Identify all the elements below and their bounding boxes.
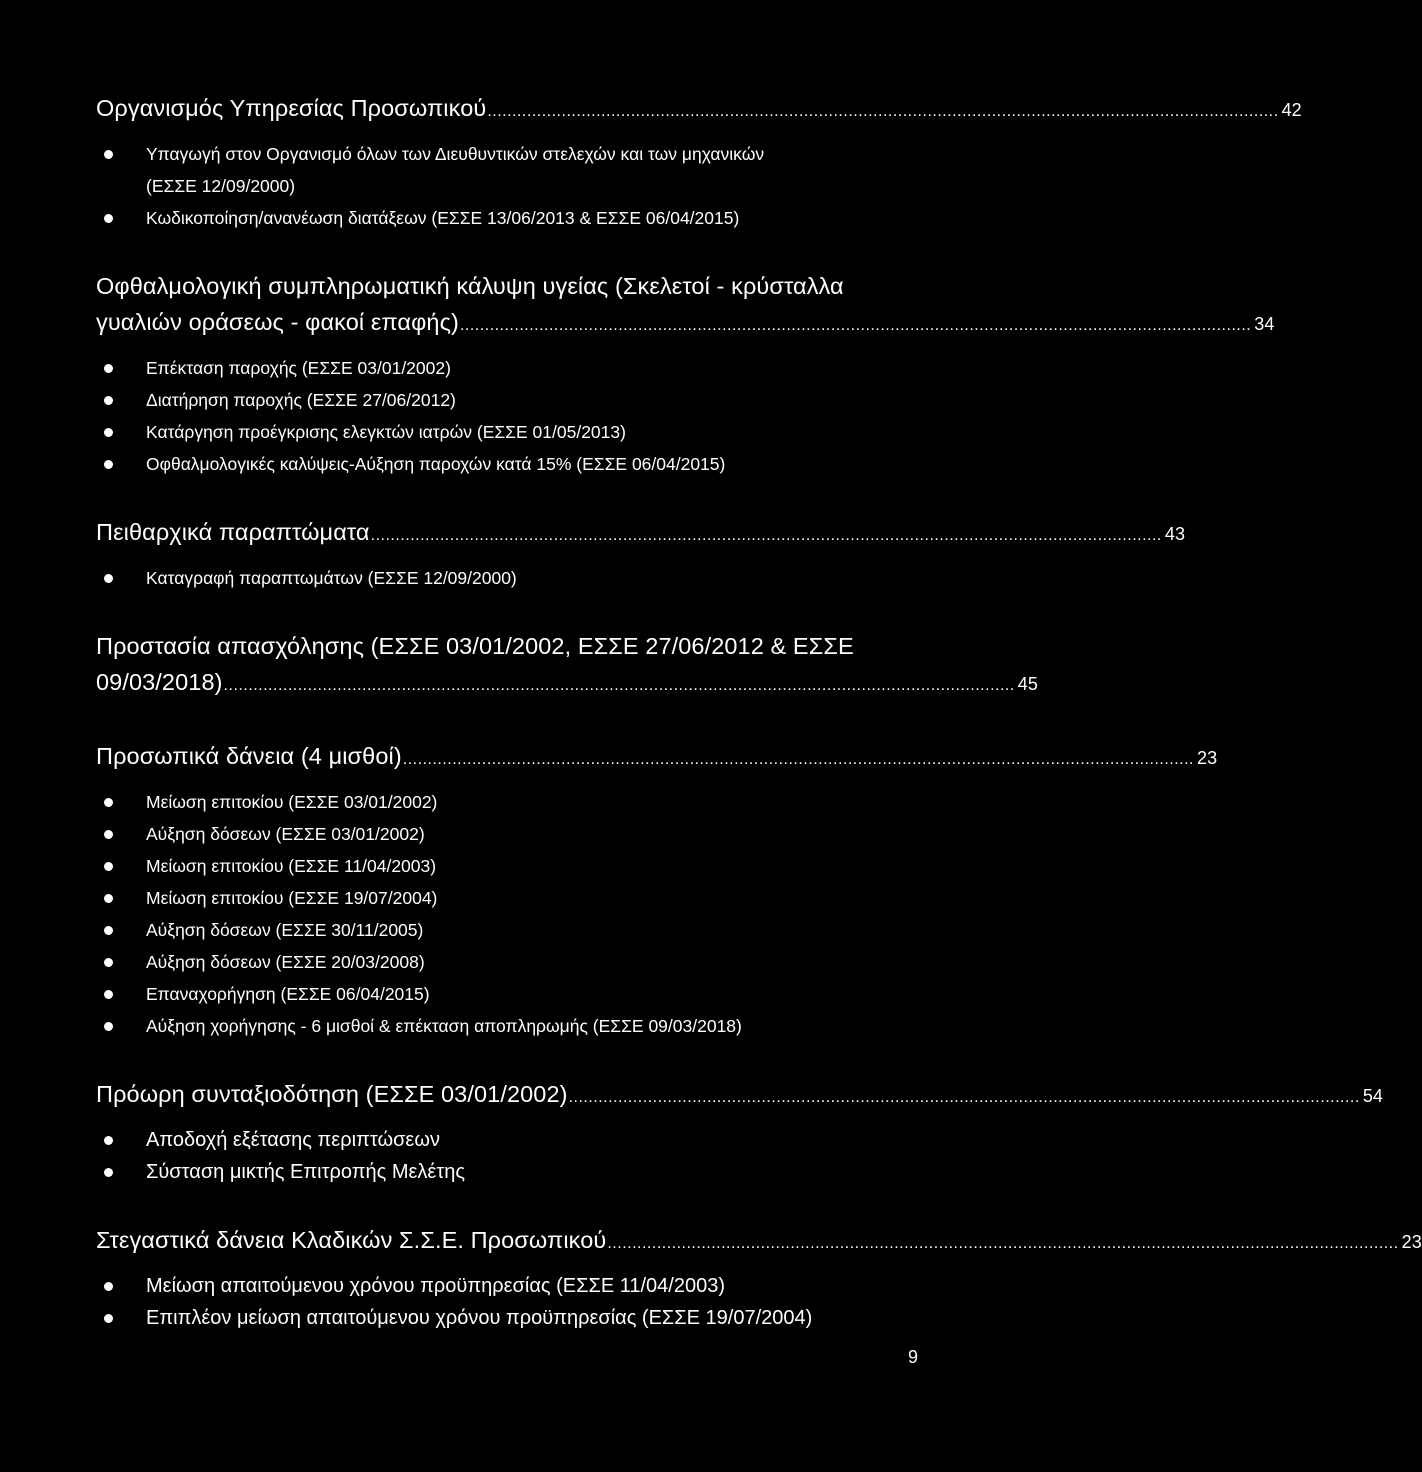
bullet-icon — [104, 958, 113, 967]
list-item — [96, 1270, 928, 1302]
heading-line[interactable] — [96, 304, 1275, 344]
list-item-text: Αύξηση δόσεων (ΕΣΣΕ 20/03/2008) — [146, 952, 425, 972]
bullet-icon — [104, 574, 113, 583]
bullet-icon — [104, 1136, 113, 1145]
bullet-icon — [104, 364, 113, 373]
list-item-text: Επιπλέον μείωση απαιτούμενου χρόνου προϋπηρεσίας (ΕΣΣΕ 19/07/2004) — [146, 1307, 813, 1329]
bullet-icon — [104, 990, 113, 999]
list-item-continuation — [96, 170, 928, 202]
list-item — [96, 384, 928, 416]
list-item — [96, 202, 928, 234]
heading-line[interactable] — [96, 738, 1218, 778]
list-item-text: Επαναχορήγηση (ΕΣΣΕ 06/04/2015) — [146, 984, 430, 1004]
toc-section — [96, 1222, 1422, 1334]
bullet-icon — [104, 926, 113, 935]
footer-page-number: 9 — [908, 1347, 919, 1367]
list-item — [96, 786, 928, 818]
section-heading — [96, 1222, 1422, 1262]
list-item-text: Κατάργηση προέγκρισης ελεγκτών ιατρών (ΕΣΣΕ 01/05/2013) — [146, 422, 626, 442]
heading-text: γυαλιών οράσεως - φακοί επαφής) — [96, 309, 459, 335]
list-item-text: Καταγραφή παραπτωμάτων (ΕΣΣΕ 12/09/2000) — [146, 568, 517, 588]
bullet-icon — [104, 862, 113, 871]
toc-page — [96, 90, 1422, 1368]
heading-text: Οργανισμός Υπηρεσίας Προσωπικού — [96, 95, 487, 121]
list-item-text: Διατήρηση παροχής (ΕΣΣΕ 27/06/2012) — [146, 390, 456, 410]
list-item — [96, 1010, 928, 1042]
list-item — [96, 914, 928, 946]
dot-leader: ................................................................................................................................................................ — [402, 751, 1194, 768]
list-item — [96, 352, 928, 384]
list-item — [96, 138, 928, 170]
list-item-text: Αύξηση χορήγησης - 6 μισθοί & επέκταση αποπληρωμής (ΕΣΣΕ 09/03/2018) — [146, 1016, 742, 1036]
list-item — [96, 818, 928, 850]
list-item — [96, 562, 928, 594]
bullet-icon — [104, 396, 113, 405]
dot-leader: ................................................................................................................................................................ — [607, 1235, 1399, 1252]
toc-section — [96, 628, 1039, 704]
list-item-text: Υπαγωγή στον Οργανισμό όλων των Διευθυντικών στελεχών και των μηχανικών — [146, 144, 765, 164]
heading-line[interactable] — [96, 90, 1302, 130]
heading-line[interactable] — [96, 664, 1039, 704]
toc-section — [96, 514, 1186, 594]
dot-leader: ................................................................................................................................................................ — [487, 103, 1279, 120]
list-item — [96, 416, 928, 448]
page-number: 45 — [1017, 674, 1039, 694]
dot-leader: ................................................................................................................................................................ — [568, 1089, 1360, 1106]
heading-line[interactable] — [96, 1076, 1384, 1116]
page-number: 42 — [1281, 100, 1302, 120]
list-item — [96, 448, 928, 480]
bullet-icon — [104, 1282, 113, 1291]
sub-item-list — [96, 352, 928, 480]
heading-line[interactable] — [96, 514, 1186, 554]
heading-line[interactable] — [96, 1222, 1422, 1262]
section-heading — [96, 268, 1275, 344]
bullet-icon — [104, 798, 113, 807]
toc-section — [96, 1076, 1384, 1188]
bullet-icon — [104, 1168, 113, 1177]
page-number: 34 — [1254, 314, 1275, 334]
dot-leader: ................................................................................................................................................................ — [370, 527, 1162, 544]
list-item-text: Επέκταση παροχής (ΕΣΣΕ 03/01/2002) — [146, 358, 451, 378]
list-item-text: Σύσταση μικτής Επιτροπής Μελέτης — [146, 1161, 466, 1183]
heading-text: Στεγαστικά δάνεια Κλαδικών Σ.Σ.Ε. Προσωπικού — [96, 1227, 607, 1253]
section-heading — [96, 738, 1218, 778]
page-number: 43 — [1164, 524, 1186, 544]
section-heading — [96, 90, 1302, 130]
bullet-icon — [104, 830, 113, 839]
heading-text: Προσωπικά δάνεια (4 μισθοί) — [96, 743, 402, 769]
heading-text: 09/03/2018) — [96, 669, 223, 695]
section-heading — [96, 1076, 1384, 1116]
heading-text-line: Οφθαλμολογική συμπληρωματική κάλυψη υγείας (Σκελετοί - κρύσταλλα — [96, 273, 844, 299]
bullet-icon — [104, 150, 113, 159]
toc-section — [96, 268, 1275, 480]
list-item — [96, 1156, 928, 1188]
section-heading — [96, 514, 1186, 554]
sub-item-list — [96, 1270, 928, 1334]
bullet-icon — [104, 214, 113, 223]
dot-leader: ................................................................................................................................................................ — [223, 677, 1015, 694]
bullet-icon — [104, 1314, 113, 1323]
bullet-icon — [104, 1022, 113, 1031]
heading-text: Πρόωρη συνταξιοδότηση (ΕΣΣΕ 03/01/2002) — [96, 1081, 568, 1107]
bullet-icon — [104, 894, 113, 903]
list-item-text: Μείωση επιτοκίου (ΕΣΣΕ 11/04/2003) — [146, 856, 437, 876]
list-item-text: Κωδικοποίηση/ανανέωση διατάξεων (ΕΣΣΕ 13/06/2013 & ΕΣΣΕ 06/04/2015) — [146, 208, 740, 228]
toc-section — [96, 738, 1218, 1042]
list-item-text: Οφθαλμολογικές καλύψεις-Αύξηση παροχών κατά 15% (ΕΣΣΕ 06/04/2015) — [146, 454, 726, 474]
list-item-text: Μείωση επιτοκίου (ΕΣΣΕ 19/07/2004) — [146, 888, 438, 908]
section-heading — [96, 628, 1039, 704]
sub-item-list — [96, 562, 928, 594]
heading-text-line: Προστασία απασχόλησης (ΕΣΣΕ 03/01/2002, ΕΣΣΕ 27/06/2012 & ΕΣΣΕ — [96, 633, 854, 659]
page-number: 23 — [1401, 1232, 1422, 1252]
page-number: 23 — [1197, 748, 1218, 768]
list-item-text: Μείωση απαιτούμενου χρόνου προϋπηρεσίας (ΕΣΣΕ 11/04/2003) — [146, 1275, 725, 1297]
list-item-text: Αύξηση δόσεων (ΕΣΣΕ 03/01/2002) — [146, 824, 425, 844]
bullet-icon — [104, 460, 113, 469]
list-item — [96, 1124, 928, 1156]
bullet-icon — [104, 428, 113, 437]
list-item-text: Μείωση επιτοκίου (ΕΣΣΕ 03/01/2002) — [146, 792, 438, 812]
sub-item-list — [96, 1124, 928, 1188]
page-number: 54 — [1362, 1086, 1384, 1106]
list-item-text: Αποδοχή εξέτασης περιπτώσεων — [146, 1129, 440, 1151]
list-item — [96, 1302, 928, 1334]
dot-leader: ................................................................................................................................................................ — [459, 317, 1252, 334]
sub-item-list — [96, 138, 928, 234]
list-item — [96, 882, 928, 914]
list-item-text: (ΕΣΣΕ 12/09/2000) — [146, 176, 296, 196]
list-item — [96, 850, 928, 882]
sub-item-list — [96, 786, 928, 1042]
toc-section — [96, 90, 1302, 234]
list-item — [96, 978, 928, 1010]
list-item — [96, 946, 928, 978]
list-item-text: Αύξηση δόσεων (ΕΣΣΕ 30/11/2005) — [146, 920, 424, 940]
heading-text: Πειθαρχικά παραπτώματα — [96, 519, 370, 545]
